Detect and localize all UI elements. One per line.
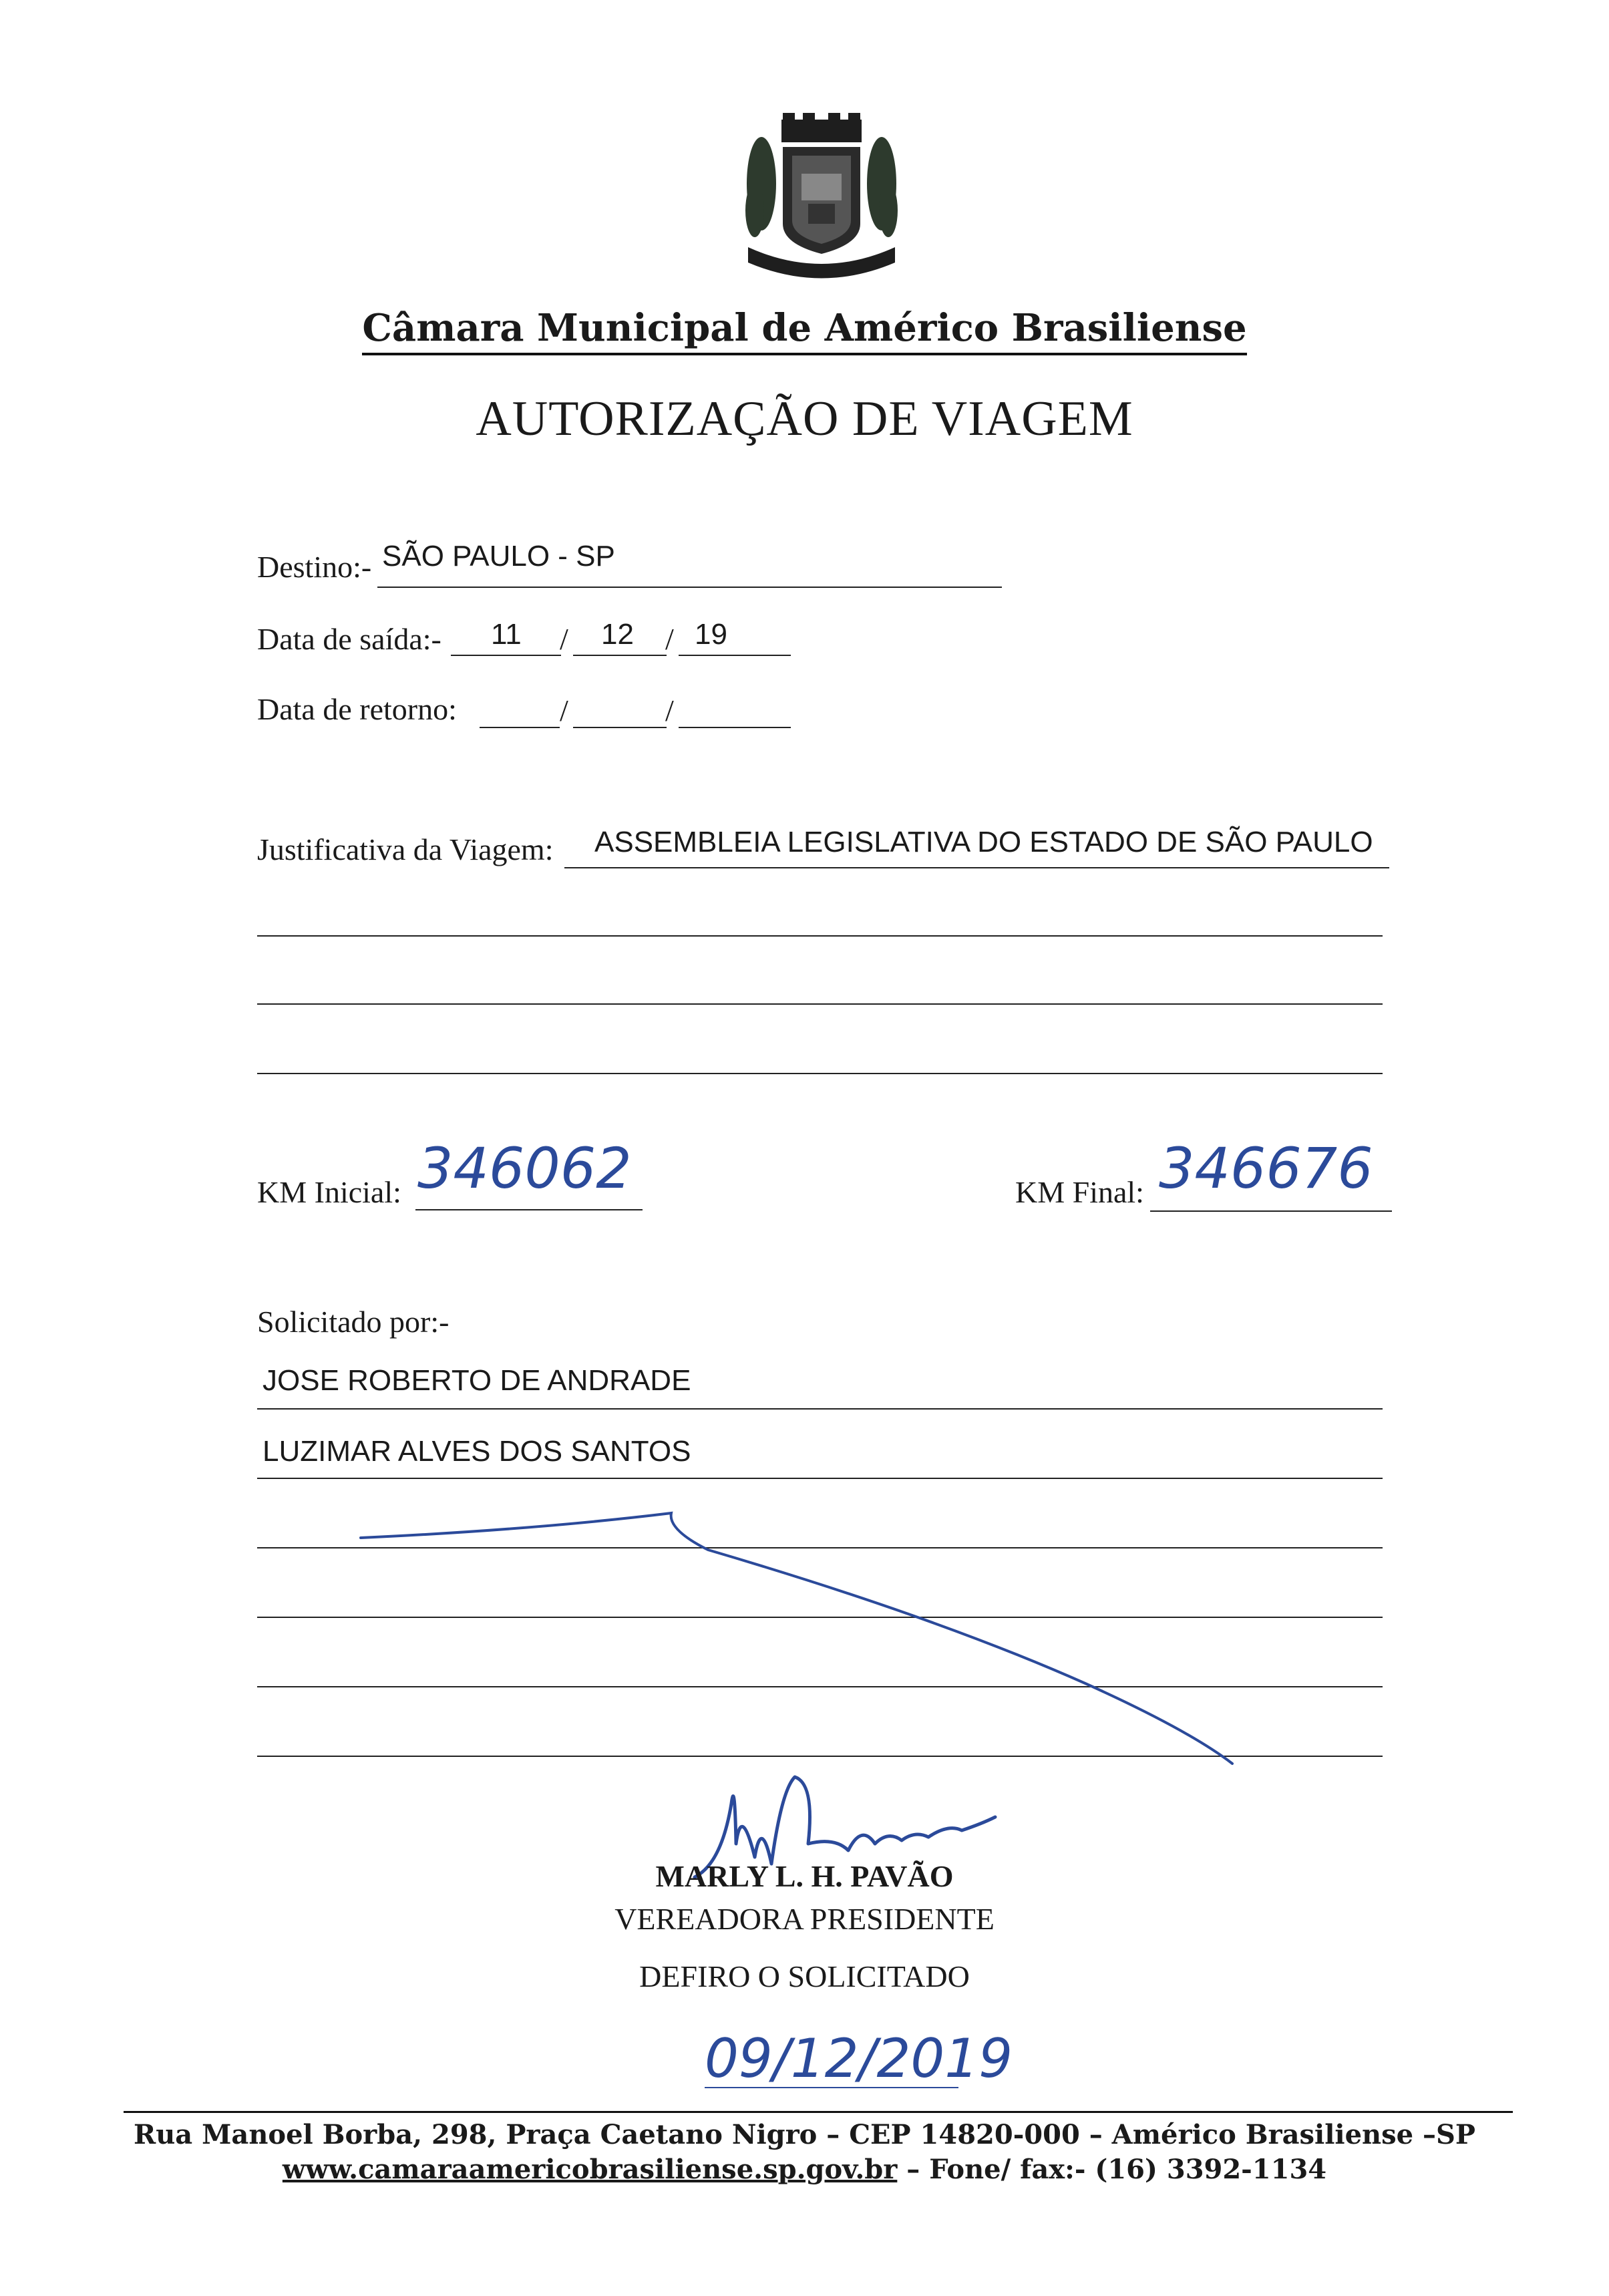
solicitante-2: LUZIMAR ALVES DOS SANTOS [262, 1435, 691, 1468]
signatory-role: VEREADORA PRESIDENTE [614, 1902, 995, 1936]
km-inicial-label: KM Inicial: [257, 1175, 401, 1209]
destino-label: Destino:- [257, 550, 372, 584]
decision-text: DEFIRO O SOLICITADO [639, 1959, 970, 1993]
signatory-name: MARLY L. H. PAVÃO [655, 1859, 954, 1893]
footer-address: Rua Manoel Borba, 298, Praça Caetano Nigro – CEP 14820-000 – Américo Brasiliense –SP [133, 2119, 1475, 2150]
organization-name: Câmara Municipal de Américo Brasiliense [0, 306, 1609, 350]
km-final-label: KM Final: [1015, 1175, 1144, 1209]
solicitante-1: JOSE ROBERTO DE ANDRADE [262, 1364, 691, 1397]
footer-contact [0, 2154, 1609, 2185]
handwritten-date-underline [705, 2087, 958, 2088]
handwritten-date: 09/12/2019 [705, 2027, 1013, 2090]
km-final-value: 346676 [1159, 1136, 1373, 1201]
date-separator: / [560, 693, 568, 727]
justificativa-value: ASSEMBLEIA LEGISLATIVA DO ESTADO DE SÃO PAULO [594, 826, 1373, 858]
footer-phone: – Fone/ fax:- (16) 3392-1134 [906, 2154, 1327, 2185]
date-separator: / [665, 693, 674, 727]
data-saida-label: Data de saída:- [257, 622, 441, 656]
km-inicial-value: 346062 [417, 1136, 632, 1201]
justificativa-label: Justificativa da Viagem: [257, 832, 554, 866]
website-link[interactable]: www.camaraamericobrasiliense.sp.gov.br [282, 2154, 898, 2185]
data-retorno-label: Data de retorno: [257, 692, 457, 726]
data-saida-year: 19 [695, 618, 727, 651]
footer-rule [124, 2111, 1513, 2113]
destino-value: SÃO PAULO - SP [382, 540, 615, 572]
data-saida-month: 12 [601, 618, 634, 651]
solicitado-label: Solicitado por:- [257, 1305, 450, 1339]
date-separator: / [560, 622, 568, 656]
date-separator: / [665, 622, 674, 656]
data-saida-day: 11 [491, 618, 522, 651]
document-title: AUTORIZAÇÃO DE VIAGEM [476, 391, 1133, 446]
